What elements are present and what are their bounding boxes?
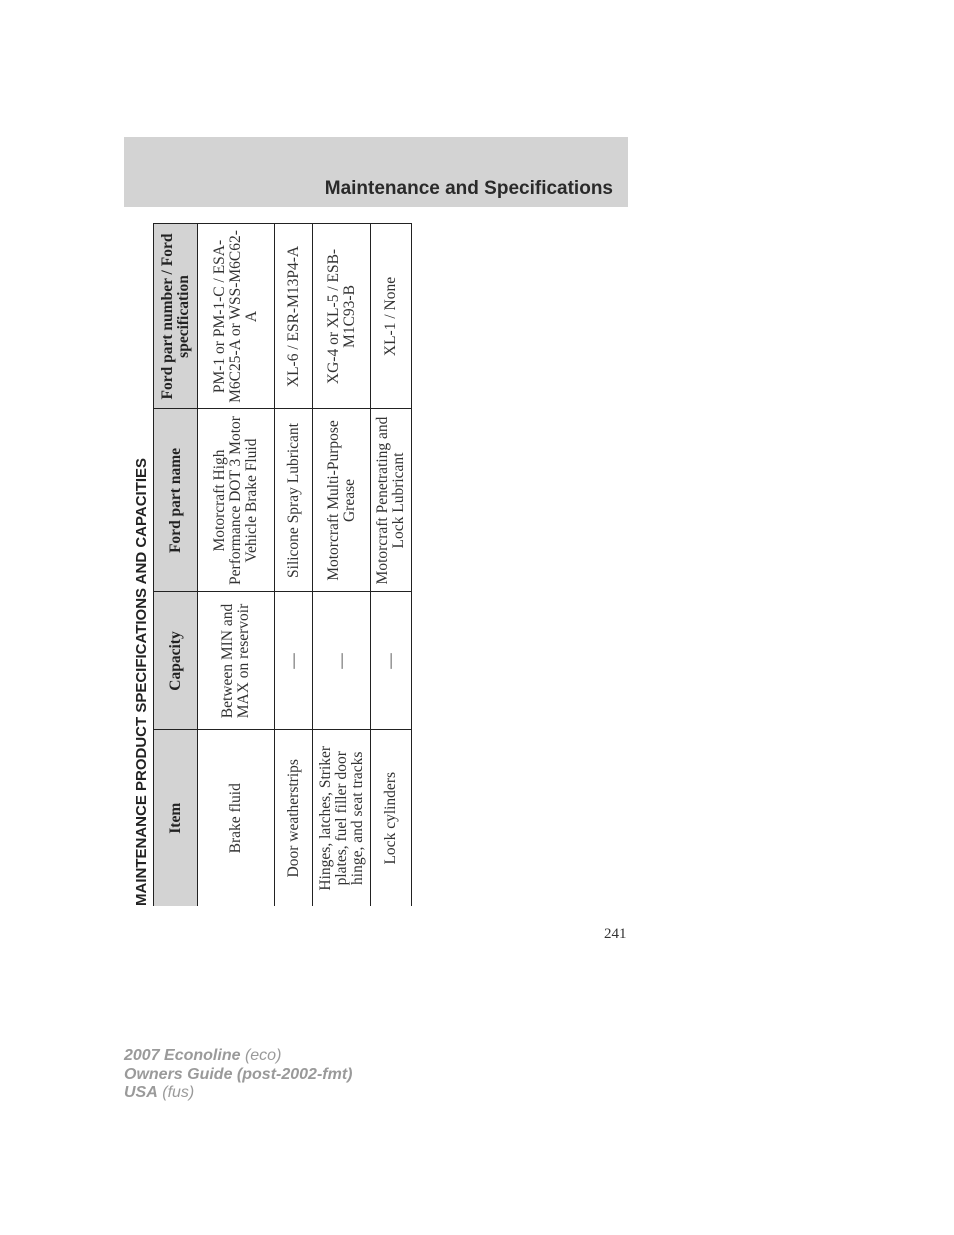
footer-model: 2007 Econoline bbox=[124, 1047, 241, 1064]
cell-part-name: Motorcraft Multi-Purpose Grease bbox=[313, 409, 371, 592]
table-row bbox=[198, 224, 275, 906]
cell-item: Hinges, latches, Striker plates, fuel filler door hinge, and seat tracks bbox=[313, 730, 371, 906]
cell-part-number: XL-1 / None bbox=[371, 224, 412, 409]
page-number: 241 bbox=[604, 926, 627, 942]
footer-model-code: (eco) bbox=[244, 1047, 282, 1064]
cell-capacity: — bbox=[313, 592, 371, 730]
section-title: MAINTENANCE PRODUCT SPECIFICATIONS AND CAPACITIES bbox=[133, 457, 150, 906]
cell-capacity: — bbox=[371, 592, 412, 730]
column-header-part-name: Ford part name bbox=[154, 409, 198, 592]
cell-part-number: XL-6 / ESR-M13P4-A bbox=[275, 224, 313, 409]
column-header-part-number: Ford part number / Ford specification bbox=[154, 224, 198, 409]
footer-market-code: (fus) bbox=[162, 1084, 195, 1101]
column-header-item: Item bbox=[154, 730, 198, 906]
cell-capacity: — bbox=[275, 592, 313, 730]
table-row bbox=[313, 224, 371, 906]
cell-item: Door weatherstrips bbox=[275, 730, 313, 906]
cell-part-name: Motorcraft High Performance DOT 3 Motor Vehicle Brake Fluid bbox=[198, 409, 275, 592]
footer-line-3 bbox=[124, 1084, 352, 1103]
footer-line-1 bbox=[124, 1047, 352, 1066]
footer-line-2 bbox=[124, 1066, 352, 1085]
table-header-row bbox=[154, 224, 198, 906]
spec-table bbox=[153, 224, 412, 907]
cell-item: Brake fluid bbox=[198, 730, 275, 906]
footer bbox=[124, 1047, 352, 1103]
cell-part-number: PM-1 or PM-1-C / ESA-M6C25-A or WSS-M6C62-A bbox=[198, 224, 275, 409]
footer-market: USA bbox=[124, 1084, 158, 1101]
rotated-spec-block bbox=[132, 224, 408, 906]
column-header-capacity: Capacity bbox=[154, 592, 198, 730]
header-title: Maintenance and Specifications bbox=[324, 178, 613, 199]
cell-item: Lock cylinders bbox=[371, 730, 412, 906]
table-row bbox=[371, 224, 412, 906]
table-row bbox=[275, 224, 313, 906]
cell-capacity: Between MIN and MAX on reservoir bbox=[198, 592, 275, 730]
cell-part-name: Silicone Spray Lubricant bbox=[275, 409, 313, 592]
cell-part-name: Motorcraft Penetrating and Lock Lubricant bbox=[371, 409, 412, 592]
section-header-band bbox=[124, 137, 628, 207]
footer-guide: Owners Guide (post-2002-fmt) bbox=[124, 1065, 353, 1083]
cell-part-number: XG-4 or XL-5 / ESB-M1C93-B bbox=[313, 224, 371, 409]
